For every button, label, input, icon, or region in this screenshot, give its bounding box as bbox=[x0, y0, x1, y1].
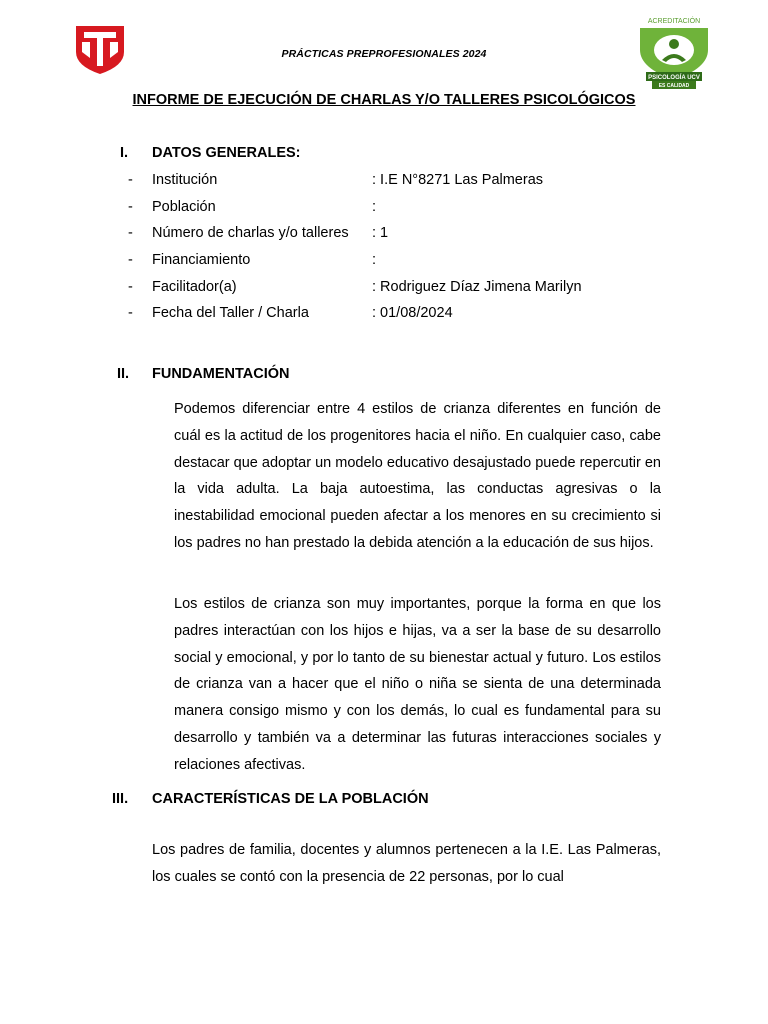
section-1-number: I. bbox=[120, 145, 129, 161]
row-value: : bbox=[372, 199, 377, 215]
row-label: Financiamiento bbox=[152, 252, 251, 268]
section-2-title: FUNDAMENTACIÓN bbox=[152, 366, 290, 382]
row-value: : Rodriguez Díaz Jimena Marilyn bbox=[372, 279, 582, 295]
row-label: Facilitador(a) bbox=[152, 279, 237, 295]
section-3-title: CARACTERÍSTICAS DE LA POBLACIÓN bbox=[152, 791, 429, 807]
row-label: Número de charlas y/o talleres bbox=[152, 225, 349, 241]
row-label: Fecha del Taller / Charla bbox=[152, 305, 309, 321]
general-data-row bbox=[0, 225, 768, 245]
row-value: : 1 bbox=[372, 225, 389, 241]
fundamentacion-paragraph-2: Los estilos de crianza son muy importantes, porque la forma en que los padres interactúan con los hijos e hijas, va a ser la base de su desarrollo social y emocional, y por lo tanto de su bienestar actual y futuro. Los estilos de crianza van a hacer que el niño o niña se sienta de una determinada manera consigo mismo y con los demás, lo cual es fundamental para su desarrollo y también va a determinar las futuras interacciones sociales y relaciones afectivas. bbox=[174, 596, 661, 773]
row-bullet: - bbox=[128, 225, 133, 241]
row-bullet: - bbox=[128, 279, 133, 295]
section-2-number: II. bbox=[117, 366, 130, 382]
row-value: : bbox=[372, 252, 377, 268]
general-data-row bbox=[0, 252, 768, 272]
general-data-row bbox=[0, 305, 768, 325]
general-data-row bbox=[0, 279, 768, 299]
section-3-number: III. bbox=[112, 791, 129, 807]
row-bullet: - bbox=[128, 305, 133, 321]
row-bullet: - bbox=[128, 172, 133, 188]
row-label: Población bbox=[152, 199, 216, 215]
seal-text-top: ACREDITACIÓN bbox=[647, 18, 701, 25]
row-label: Institución bbox=[152, 172, 218, 188]
header-text: PRÁCTICAS PREPROFESIONALES 2024 bbox=[281, 48, 487, 60]
row-bullet: - bbox=[128, 199, 133, 215]
seal-text-bottom: ES CALIDAD bbox=[658, 83, 690, 89]
document-title: INFORME DE EJECUCIÓN DE CHARLAS Y/O TALLERES PSICOLÓGICOS bbox=[132, 92, 636, 108]
fundamentacion-paragraph-1: Podemos diferenciar entre 4 estilos de crianza diferentes en función de cuál es la actitud de los progenitores hacia el niño. En cualquier caso, cabe destacar que adoptar un modelo educativo desajustado puede repercutir en la vida adulta. La baja autoestima, las conductas agresivas o la inestabilidad emocional pueden afectar a los menores en su crecimiento si los padres no han prestado la debida atención a la educación de sus hijos. bbox=[174, 401, 661, 551]
row-value: : I.E N°8271 Las Palmeras bbox=[372, 172, 544, 188]
general-data-row bbox=[0, 172, 768, 192]
poblacion-paragraph: Los padres de familia, docentes y alumnos pertenecen a la I.E. Las Palmeras, los cuales se contó con la presencia de 22 personas, por lo cual bbox=[152, 842, 661, 885]
general-data-row bbox=[0, 199, 768, 219]
row-value: : 01/08/2024 bbox=[372, 305, 453, 321]
seal-text-band: PSICOLOGÍA UCV bbox=[648, 75, 700, 81]
row-bullet: - bbox=[128, 252, 133, 268]
section-1-title: DATOS GENERALES: bbox=[152, 145, 301, 161]
